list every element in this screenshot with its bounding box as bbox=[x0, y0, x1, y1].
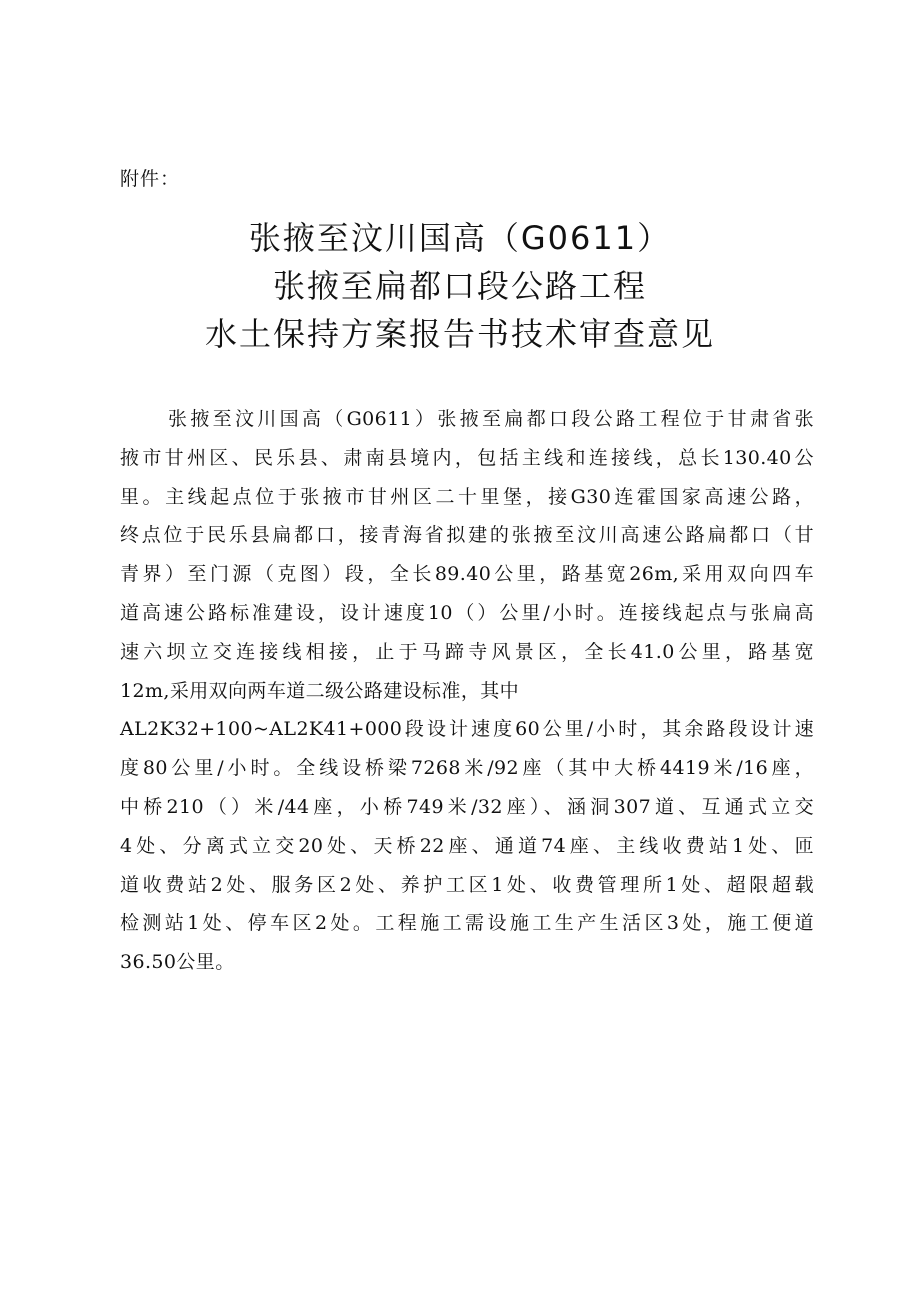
title-line-3: 水土保持方案报告书技术审查意见 bbox=[204, 315, 715, 353]
body-line: 青界）至门源（克图）段，全长89.40公里，路基宽26m,采用双向四车 bbox=[120, 563, 814, 586]
attachment-label: 附件： bbox=[120, 168, 181, 190]
title-line-1: 张掖至汶川国高（G0611） bbox=[248, 219, 672, 257]
body-line: 里。主线起点位于张掖市甘州区二十里堡，接G30连霍国家高速公路， bbox=[120, 485, 814, 508]
body-line: 4处、分离式立交20处、天桥22座、通道74座、主线收费站1处、匝 bbox=[120, 834, 814, 857]
body-line: 检测站1处、停车区2处。工程施工需设施工生产生活区3处，施工便道 bbox=[120, 912, 814, 935]
body-line: AL2K32+100~AL2K41+000段设计速度60公里/小时，其余路段设计速 bbox=[120, 718, 814, 741]
document-title bbox=[0, 214, 920, 358]
body-line: 中桥210（）米/44座，小桥749米/32座）、涵洞307道、互通式立交 bbox=[120, 795, 814, 818]
body-line: 道高速公路标准建设，设计速度10（）公里/小时。连接线起点与张扁高 bbox=[120, 601, 814, 624]
body-line: 12m,采用双向两车道二级公路建设标准，其中 bbox=[120, 679, 520, 702]
body-paragraph bbox=[120, 400, 814, 982]
body-line: 道收费站2处、服务区2处、养护工区1处、收费管理所1处、超限超载 bbox=[120, 873, 814, 896]
body-line: 终点位于民乐县扁都口，接青海省拟建的张掖至汶川高速公路扁都口（甘 bbox=[120, 524, 814, 547]
body-line: 速六坝立交连接线相接，止于马蹄寺风景区，全长41.0公里，路基宽 bbox=[120, 640, 814, 663]
title-line-2: 张掖至扁都口段公路工程 bbox=[272, 267, 647, 305]
body-line: 掖市甘州区、民乐县、肃南县境内，包括主线和连接线，总长130.40公 bbox=[120, 446, 814, 469]
body-line: 张掖至汶川国高（G0611）张掖至扁都口段公路工程位于甘肃省张 bbox=[168, 408, 814, 430]
body-line: 36.50公里。 bbox=[120, 951, 235, 974]
body-line: 度80公里/小时。全线设桥梁7268米/92座（其中大桥4419米/16座， bbox=[120, 757, 814, 780]
